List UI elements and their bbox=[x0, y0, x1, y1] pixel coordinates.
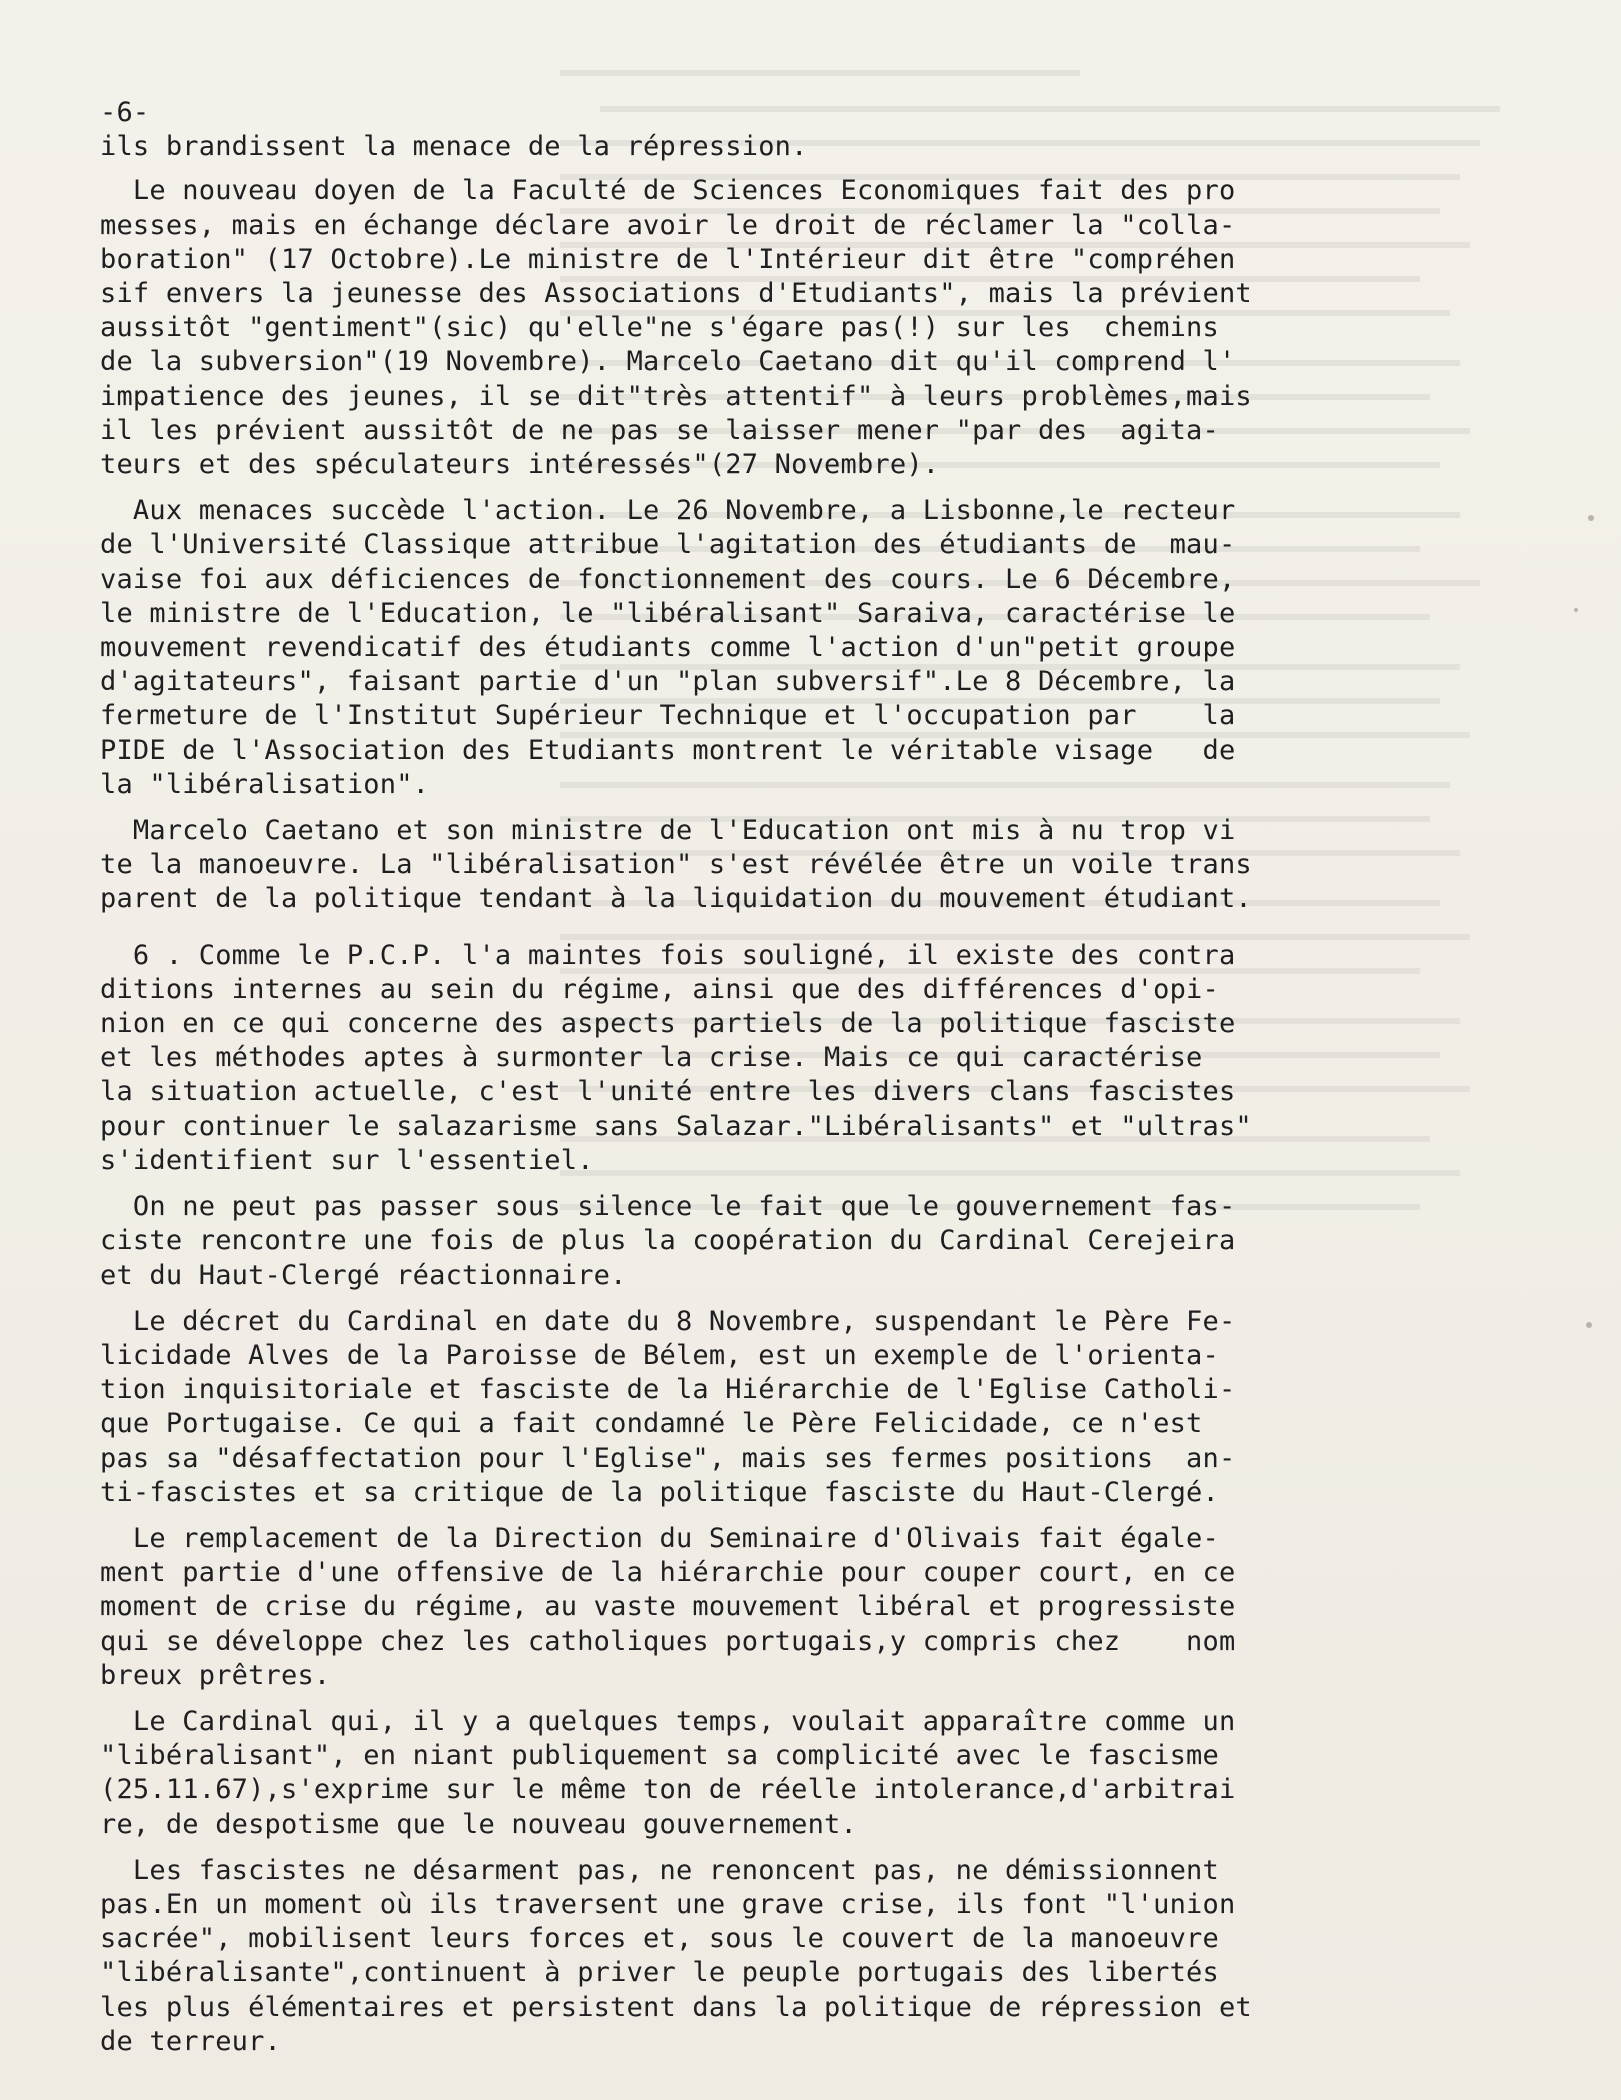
text-line: licidade Alves de la Paroisse de Bélem, est un exemple de l'orienta- bbox=[100, 1339, 1219, 1371]
paragraph bbox=[100, 1305, 1530, 1510]
text-line: la "libéralisation". bbox=[100, 768, 430, 800]
text-line: Marcelo Caetano et son ministre de l'Education ont mis à nu trop vi bbox=[100, 815, 1236, 847]
margin-dot bbox=[1586, 1322, 1592, 1328]
text-line: la situation actuelle, c'est l'unité entre les divers clans fascistes bbox=[100, 1076, 1236, 1108]
paragraph bbox=[100, 1705, 1530, 1842]
text-line: le ministre de l'Education, le "libéralisant" Saraiva, caractérise le bbox=[100, 597, 1236, 629]
text-line: de la subversion"(19 Novembre). Marcelo Caetano dit qu'il comprend l' bbox=[100, 346, 1236, 378]
text-line: Les fascistes ne désarment pas, ne renoncent pas, ne démissionnent bbox=[100, 1854, 1219, 1886]
text-line: Le remplacement de la Direction du Seminaire d'Olivais fait égale- bbox=[100, 1522, 1219, 1554]
text-line: Le nouveau doyen de la Faculté de Sciences Economiques fait des pro bbox=[100, 175, 1236, 207]
text-line: impatience des jeunes, il se dit"très attentif" à leurs problèmes,mais bbox=[100, 380, 1252, 412]
paragraph bbox=[100, 1190, 1530, 1293]
text-line: parent de la politique tendant à la liquidation du mouvement étudiant. bbox=[100, 883, 1252, 915]
text-line: et les méthodes aptes à surmonter la crise. Mais ce qui caractérise bbox=[100, 1042, 1203, 1074]
text-line: ditions internes au sein du régime, ainsi que des différences d'opi- bbox=[100, 973, 1219, 1005]
text-line: il les prévient aussitôt de ne pas se laisser mener "par des agita- bbox=[100, 414, 1219, 446]
paragraph bbox=[100, 814, 1530, 917]
text-line: sif envers la jeunesse des Associations d'Etudiants", mais la prévient bbox=[100, 278, 1252, 310]
text-line: "libéralisante",continuent à priver le peuple portugais des libertés bbox=[100, 1957, 1219, 1989]
text-line: ti-fascistes et sa critique de la politique fasciste du Haut-Clergé. bbox=[100, 1476, 1219, 1508]
text-line: breux prêtres. bbox=[100, 1659, 331, 1691]
text-line: "libéralisant", en niant publiquement sa complicité avec le fascisme bbox=[100, 1740, 1219, 1772]
text-line: et du Haut-Clergé réactionnaire. bbox=[100, 1259, 627, 1291]
text-line: vaise foi aux déficiences de fonctionnement des cours. Le 6 Décembre, bbox=[100, 563, 1236, 595]
text-line: que Portugaise. Ce qui a fait condamné le Père Felicidade, ce n'est bbox=[100, 1408, 1203, 1440]
text-line: les plus élémentaires et persistent dans la politique de répression et bbox=[100, 1991, 1252, 2023]
paragraph bbox=[100, 130, 1530, 164]
text-line: ciste rencontre une fois de plus la coopération du Cardinal Cerejeira bbox=[100, 1225, 1236, 1257]
text-line: pas.En un moment où ils traversent une grave crise, ils font "l'union bbox=[100, 1888, 1236, 1920]
margin-dot bbox=[1574, 608, 1578, 612]
text-line: Le décret du Cardinal en date du 8 Novembre, suspendant le Père Fe- bbox=[100, 1305, 1236, 1337]
text-line: nion en ce qui concerne des aspects partiels de la politique fasciste bbox=[100, 1008, 1236, 1040]
paragraph bbox=[100, 939, 1530, 1178]
text-line: ils brandissent la menace de la répression. bbox=[100, 131, 808, 163]
text-line: te la manoeuvre. La "libéralisation" s'est révélée être un voile trans bbox=[100, 849, 1252, 881]
text-line: fermeture de l'Institut Supérieur Technique et l'occupation par la bbox=[100, 700, 1236, 732]
text-line: tion inquisitoriale et fasciste de la Hiérarchie de l'Eglise Catholi- bbox=[100, 1374, 1236, 1406]
text-line: sacrée", mobilisent leurs forces et, sous le couvert de la manoeuvre bbox=[100, 1923, 1219, 1955]
text-line: teurs et des spéculateurs intéressés"(27 Novembre). bbox=[100, 449, 940, 481]
text-line: On ne peut pas passer sous silence le fait que le gouvernement fas- bbox=[100, 1191, 1236, 1223]
text-line: qui se développe chez les catholiques portugais,y compris chez nom bbox=[100, 1625, 1236, 1657]
paragraph bbox=[100, 1854, 1530, 2059]
text-line: moment de crise du régime, au vaste mouvement libéral et progressiste bbox=[100, 1591, 1236, 1623]
paragraph bbox=[100, 1522, 1530, 1693]
page-number: -6- bbox=[100, 97, 150, 128]
text-line: de l'Université Classique attribue l'agitation des étudiants de mau- bbox=[100, 529, 1236, 561]
margin-dot bbox=[1588, 515, 1594, 521]
text-line: d'agitateurs", faisant partie d'un "plan subversif".Le 8 Décembre, la bbox=[100, 666, 1236, 698]
text-line: s'identifient sur l'essentiel. bbox=[100, 1144, 594, 1176]
text-line: aussitôt "gentiment"(sic) qu'elle"ne s'égare pas(!) sur les chemins bbox=[100, 312, 1219, 344]
text-line: re, de despotisme que le nouveau gouvernement. bbox=[100, 1808, 857, 1840]
text-line: de terreur. bbox=[100, 2025, 282, 2057]
text-line: ment partie d'une offensive de la hiérarchie pour couper court, en ce bbox=[100, 1557, 1236, 1589]
text-line: (25.11.67),s'exprime sur le même ton de réelle intolerance,d'arbitrai bbox=[100, 1774, 1236, 1806]
text-line: pas sa "désaffectation pour l'Eglise", mais ses fermes positions an- bbox=[100, 1442, 1236, 1474]
text-line: Le Cardinal qui, il y a quelques temps, voulait apparaître comme un bbox=[100, 1705, 1236, 1737]
paragraph bbox=[100, 174, 1530, 482]
typewritten-text bbox=[100, 96, 1530, 2071]
text-line: boration" (17 Octobre).Le ministre de l'Intérieur dit être "compréhen bbox=[100, 243, 1236, 275]
text-line: 6 . Comme le P.C.P. l'a maintes fois souligné, il existe des contra bbox=[100, 939, 1236, 971]
text-line: messes, mais en échange déclare avoir le droit de réclamer la "colla- bbox=[100, 209, 1236, 241]
text-line: Aux menaces succède l'action. Le 26 Novembre, a Lisbonne,le recteur bbox=[100, 495, 1236, 527]
paragraph bbox=[100, 494, 1530, 802]
text-line: mouvement revendicatif des étudiants comme l'action d'un"petit groupe bbox=[100, 632, 1236, 664]
text-line: PIDE de l'Association des Etudiants montrent le véritable visage de bbox=[100, 734, 1236, 766]
text-line: pour continuer le salazarisme sans Salazar."Libéralisants" et "ultras" bbox=[100, 1110, 1252, 1142]
